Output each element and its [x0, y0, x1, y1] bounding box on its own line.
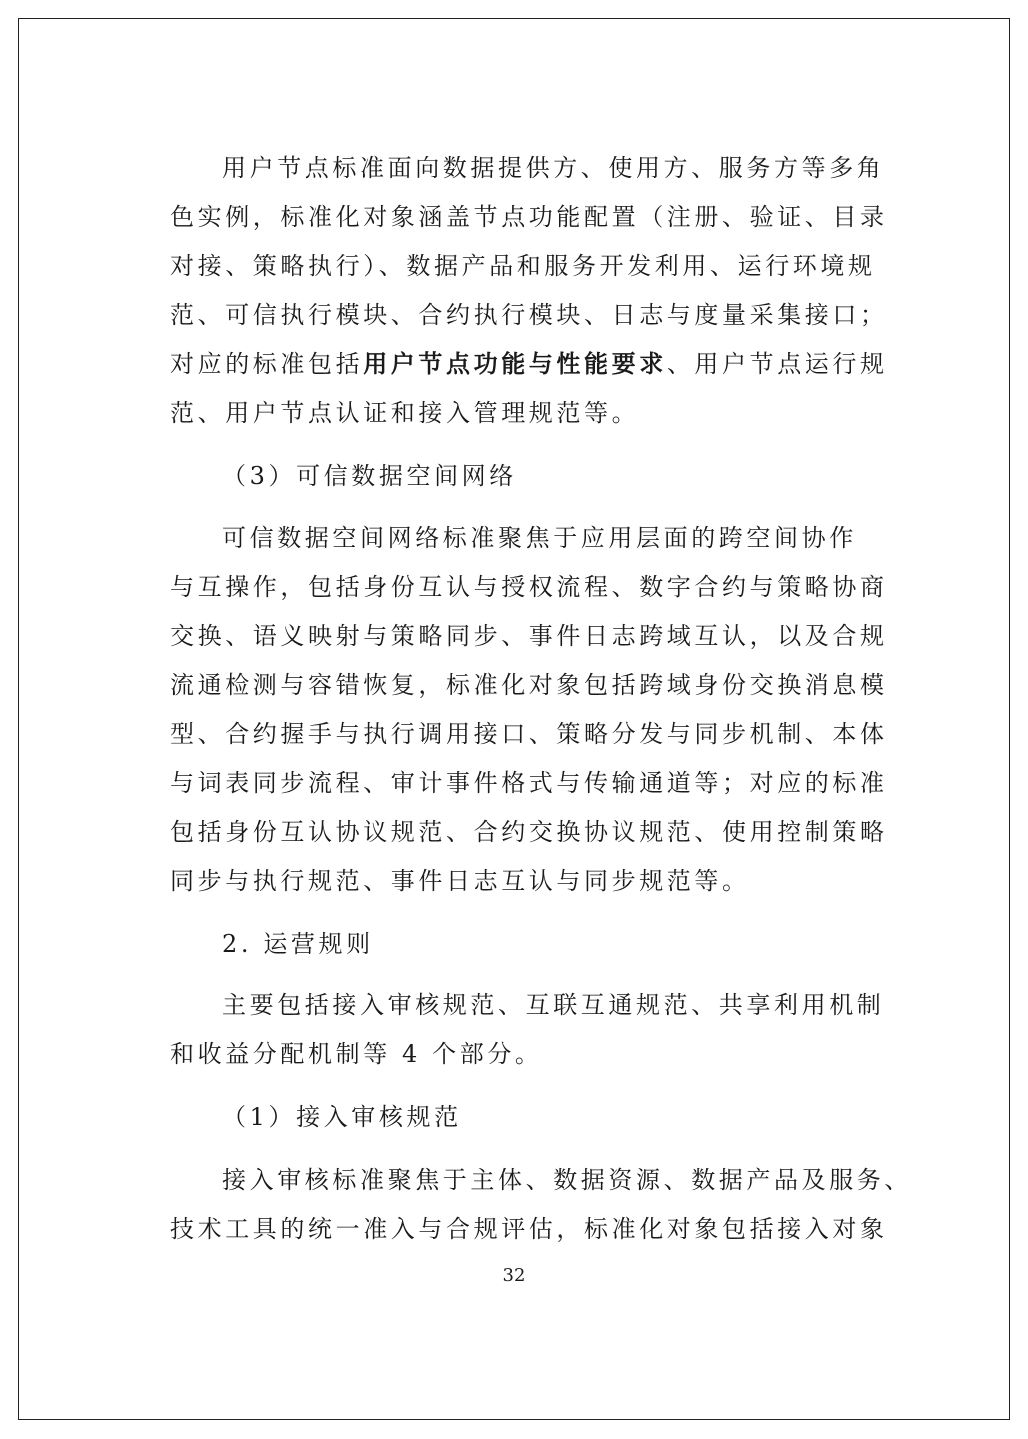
section-heading: （1）接入审核规范: [222, 1103, 462, 1131]
text-line: 与词表同步流程、审计事件格式与传输通道等；对应的标准: [170, 769, 888, 797]
text-line: 交换、语义映射与策略同步、事件日志跨域互认，以及合规: [170, 622, 888, 650]
text-line: 和收益分配机制等 4 个部分。: [170, 1040, 543, 1068]
text-line: 同步与执行规范、事件日志互认与同步规范等。: [170, 867, 750, 895]
section-heading: 2. 运营规则: [222, 930, 374, 958]
page-number: 32: [502, 1265, 526, 1286]
text-line: 接入审核标准聚焦于主体、数据资源、数据产品及服务、: [222, 1166, 912, 1194]
text-line: [170, 344, 888, 384]
section-heading: （3）可信数据空间网络: [222, 462, 517, 490]
text-line: 技术工具的统一准入与合规评估，标准化对象包括接入对象: [170, 1215, 888, 1243]
text-line: 与互操作，包括身份互认与授权流程、数字合约与策略协商: [170, 573, 888, 601]
text-line: 包括身份互认协议规范、合约交换协议规范、使用控制策略: [170, 818, 888, 846]
text-line: 范、用户节点认证和接入管理规范等。: [170, 399, 640, 427]
text-line: 型、合约握手与执行调用接口、策略分发与同步机制、本体: [170, 720, 888, 748]
text-line: 主要包括接入审核规范、互联互通规范、共享利用机制: [222, 991, 885, 1019]
text-line: 对接、策略执行）、数据产品和服务开发利用、运行环境规: [170, 252, 876, 280]
text-line: 用户节点标准面向数据提供方、使用方、服务方等多角: [222, 154, 885, 182]
text-line: 范、可信执行模块、合约执行模块、日志与度量采集接口；: [170, 301, 888, 329]
text-line: 流通检测与容错恢复，标准化对象包括跨域身份交换消息模: [170, 671, 888, 699]
text: 、用户节点运行规: [666, 350, 888, 378]
text-line: 可信数据空间网络标准聚焦于应用层面的跨空间协作: [222, 524, 857, 552]
text-line: 色实例，标准化对象涵盖节点功能配置（注册、验证、目录: [170, 203, 888, 231]
bold-standard-name: 用户节点功能与性能要求: [363, 349, 667, 378]
text: 对应的标准包括: [170, 350, 364, 378]
